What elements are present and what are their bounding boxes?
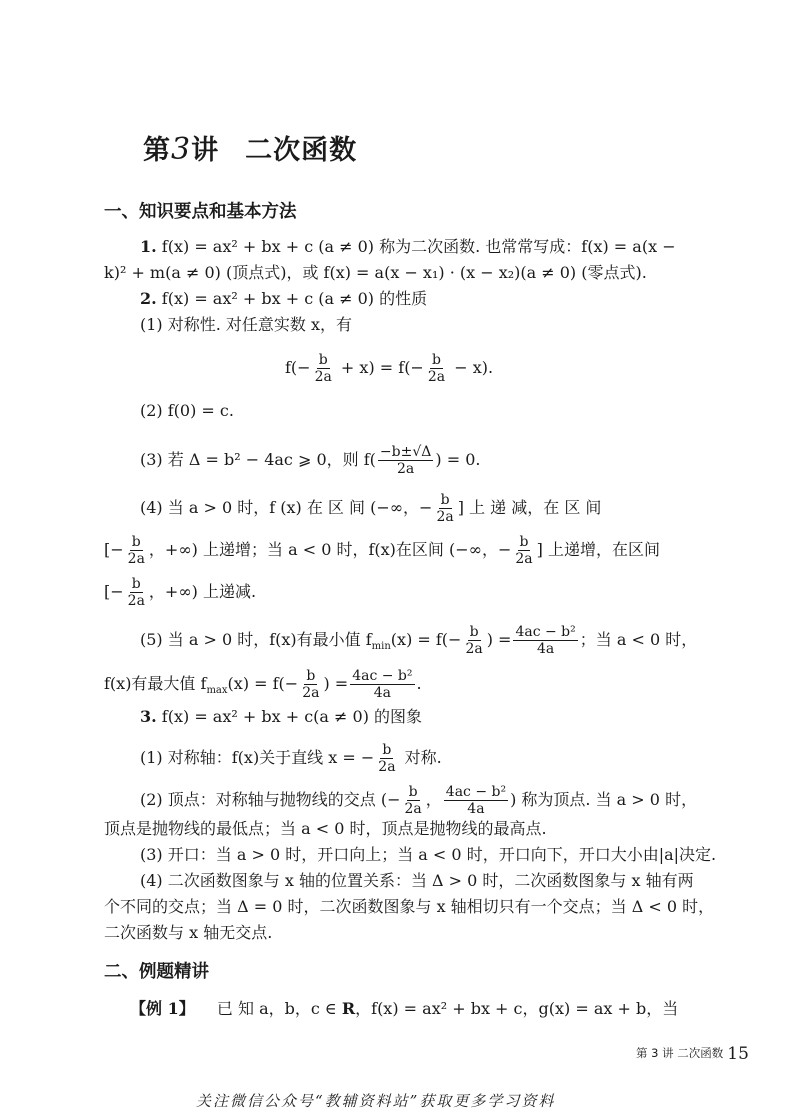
example1-line1 xyxy=(130,998,678,1020)
title-prefix: 第 xyxy=(143,135,171,166)
item3-p4-line1: (4) 二次函数图象与 x 轴的位置关系：当 Δ > 0 时，二次函数图象与 x 轴有两 xyxy=(140,871,694,890)
item2-p2: (2) f(0) = c. xyxy=(140,401,234,420)
item1-line2: k)² + m(a ≠ 0) (顶点式)，或 f(x) = a(x − x₁) · (x − x₂)(a ≠ 0) (零点式). xyxy=(104,263,647,282)
fraction-b-2a: $\frac{b}{2a}$ xyxy=(314,352,332,385)
fraction-b-2a: $\frac{b}{2a}$ xyxy=(302,668,320,701)
example1-text-b: ，f(x) = ax² + bx + c，g(x) = ax + b，当 xyxy=(355,999,679,1018)
p5-line1-b: (x) = f(− xyxy=(390,630,462,649)
fraction-extreme-value: $\frac{\text{4ac − b²}}{4a}$ xyxy=(352,668,413,701)
fraction-b-2a: $\frac{b}{2a}$ xyxy=(515,534,533,567)
p4-line3-b: ，+∞) 上递减. xyxy=(148,582,257,601)
p4-line1-a: (4) 当 a > 0 时，f (x) 在 区 间 (−∞，− xyxy=(140,498,433,517)
item1-text: f(x) = ax² + bx + c (a ≠ 0) 称为二次函数. 也常常写成：f(x) = a(x − xyxy=(161,237,676,256)
p5-line2-b: (x) = f(− xyxy=(227,674,299,693)
item3-p2-a: (2) 顶点：对称轴与抛物线的交点 (− xyxy=(140,790,401,809)
example1-label: 【例 1】 xyxy=(130,999,195,1018)
item2-p4-line3 xyxy=(104,576,256,609)
p5-line2-a: f(x)有最大值 f xyxy=(104,674,207,693)
item3-p4-line3: 二次函数与 x 轴无交点. xyxy=(104,923,273,942)
real-set-symbol: R xyxy=(341,999,356,1018)
fraction-extreme-value: $\frac{\text{4ac − b²}}{4a}$ xyxy=(445,784,507,817)
item3-p2-line1 xyxy=(140,784,697,817)
p3-suffix: ) = 0. xyxy=(435,450,481,469)
p5-line1-c: ) = xyxy=(486,630,512,649)
item3-number: 3. xyxy=(140,707,157,726)
title-name: 二次函数 xyxy=(245,135,358,166)
item3-p4-line2: 个不同的交点；当 Δ = 0 时，二次函数图象与 x 轴相切只有一个交点；当 Δ < 0 时， xyxy=(104,897,715,916)
subscript-min: min xyxy=(371,641,391,653)
formula-mid: + x) = f(− xyxy=(335,358,424,377)
p5-line2-c: ) = xyxy=(323,674,349,693)
item2-p1: (1) 对称性. 对任意实数 x，有 xyxy=(140,315,353,334)
item2-heading xyxy=(140,288,427,310)
item3-p2-line2: 顶点是抛物线的最低点；当 a < 0 时，顶点是抛物线的最高点. xyxy=(104,819,547,838)
fraction-b-2a: $\frac{b}{2a}$ xyxy=(127,576,145,609)
item2-p4-line1 xyxy=(140,492,601,525)
p5-line2-d: . xyxy=(416,674,422,693)
lecture-number: 3 xyxy=(171,132,192,167)
item1-number: 1. xyxy=(140,237,157,256)
item3-heading xyxy=(140,706,422,728)
page-number: 15 xyxy=(727,1044,749,1064)
section-heading-1: 一、知识要点和基本方法 xyxy=(104,202,297,222)
p5-line1-a: (5) 当 a > 0 时，f(x)有最小值 f xyxy=(140,630,372,649)
item3-p3: (3) 开口：当 a > 0 时，开口向上；当 a < 0 时，开口向下，开口大小由|a|决定. xyxy=(140,845,717,864)
item3-p1 xyxy=(140,742,442,775)
p4-line3-a: [− xyxy=(104,582,124,601)
fraction-b-2a: $\frac{b}{2a}$ xyxy=(404,784,422,817)
footer-chapter: 第 3 讲 二次函数 xyxy=(636,1046,724,1060)
fraction-b-2a: $\frac{b}{2a}$ xyxy=(436,492,454,525)
item2-p5-line1 xyxy=(140,624,697,657)
item3-p1-a: (1) 对称轴：f(x)关于直线 x = − xyxy=(140,748,375,767)
formula-left: f(− xyxy=(285,358,311,377)
fraction-b-2a: $\frac{b}{2a}$ xyxy=(127,534,145,567)
p4-line2-b: ，+∞) 上递增；当 a < 0 时，f(x)在区间 (−∞，− xyxy=(148,540,512,559)
subscript-max: max xyxy=(206,685,228,697)
promo-note: 关注微信公众号“教辅资料站”获取更多学习资料 xyxy=(196,1092,556,1110)
fraction-extreme-value: $\frac{\text{4ac − b²}}{4a}$ xyxy=(515,624,576,657)
item2-p3 xyxy=(140,444,480,477)
item3-p2-b: ， xyxy=(425,790,442,809)
item3-text: f(x) = ax² + bx + c(a ≠ 0) 的图象 xyxy=(161,707,423,726)
p4-line2-a: [− xyxy=(104,540,124,559)
p4-line1-b: ] 上 递 减，在 区 间 xyxy=(457,498,602,517)
item2-text: f(x) = ax² + bx + c (a ≠ 0) 的性质 xyxy=(161,289,428,308)
p3-prefix: (3) 若 Δ = b² − 4ac ⩾ 0，则 f( xyxy=(140,450,376,469)
example1-text-a: 已 知 a，b，c ∈ xyxy=(216,999,342,1018)
fraction-b-2a: $\frac{b}{2a}$ xyxy=(378,742,396,775)
p5-line1-d: ；当 a < 0 时， xyxy=(579,630,698,649)
page-footer xyxy=(636,1044,749,1064)
symmetry-formula xyxy=(285,352,493,385)
fraction-root-formula: $\frac{-b\pm√\Delta}{2a}$ xyxy=(379,444,432,477)
title-suffix: 讲 xyxy=(191,135,220,166)
section-heading-2: 二、例题精讲 xyxy=(104,962,209,982)
fraction-b-2a: $\frac{b}{2a}$ xyxy=(465,624,483,657)
item2-p4-line2 xyxy=(104,534,660,567)
item2-number: 2. xyxy=(140,289,157,308)
item2-p5-line2 xyxy=(104,668,422,701)
fraction-b-2a: $\frac{b}{2a}$ xyxy=(427,352,446,385)
formula-right: − x). xyxy=(449,358,494,377)
page-title xyxy=(143,128,357,167)
p4-line2-c: ] 上递增，在区间 xyxy=(536,540,660,559)
item3-p2-c: ) 称为顶点. 当 a > 0 时， xyxy=(510,790,698,809)
item3-p1-b: 对称. xyxy=(399,748,442,767)
item1-line1 xyxy=(140,236,676,258)
